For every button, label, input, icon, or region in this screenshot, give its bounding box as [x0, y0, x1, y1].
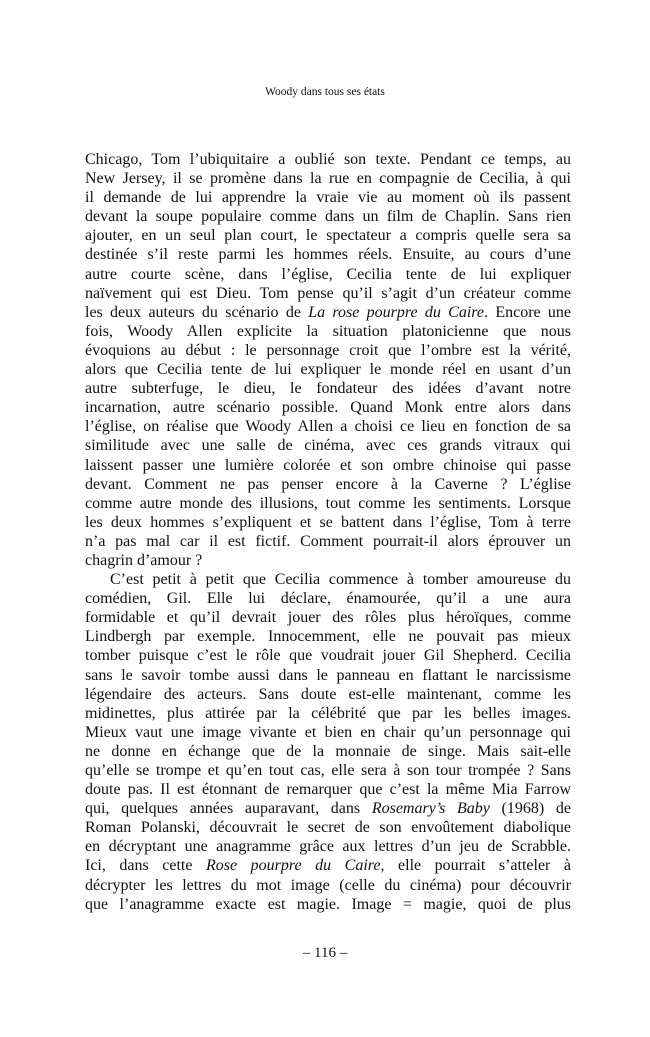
text-line	[85, 608, 571, 627]
text-line	[85, 188, 571, 207]
text-line	[85, 685, 571, 704]
text-segment: naïvement qui est Dieu. Tom pense qu’il s’agit d’un créateur comme	[85, 284, 571, 302]
text-segment: Lindbergh par exemple. Innocemment, elle ne pouvait pas mieux	[85, 628, 571, 646]
text-line	[85, 341, 571, 360]
text-line	[85, 513, 571, 532]
text-segment: laissent passer une lumière colorée et son ombre chinoise qui passe	[85, 456, 571, 474]
text-line	[85, 398, 571, 417]
text-line	[85, 895, 571, 914]
text-segment: que l’anagramme exacte est magie. Image = magie, quoi de plus	[85, 895, 571, 913]
italic-title: Rosemary’s Baby	[371, 800, 490, 818]
text-segment: qui, quelques années auparavant, dans	[85, 800, 372, 818]
text-segment: décrypter les lettres du mot image (celle du cinéma) pour découvrir	[85, 876, 571, 894]
text-line	[85, 627, 571, 646]
text-segment: ne donne en échange que de la monnaie de singe. Mais sait-elle	[85, 742, 571, 760]
text-line	[85, 818, 571, 837]
text-segment: tomber puisque c’est le rôle que voudrait jouer Gil Shepherd. Cecilia	[85, 647, 571, 665]
text-line	[85, 475, 571, 494]
text-segment: Chicago, Tom l’ubiquitaire a oublié son texte. Pendant ce temps, au	[85, 151, 571, 168]
text-line	[85, 799, 571, 818]
text-segment: en décryptant une anagramme grâce aux lettres d’un jeu de Scrabble.	[85, 838, 571, 856]
text-line	[85, 379, 571, 398]
text-segment: chagrin d’amour ?	[85, 551, 203, 569]
text-segment: autre courte scène, dans l’église, Cecilia tente de lui expliquer	[85, 265, 571, 283]
text-segment: . Encore une	[484, 303, 572, 321]
text-segment: il demande de lui apprendre la vraie vie au moment où ils passent	[85, 189, 571, 207]
text-segment: qu’elle se trompe et qu’en tout cas, elle sera à son tour trompée ? Sans	[85, 762, 571, 779]
text-segment: n’a pas mal car il est fictif. Comment pourrait-il alors éprouver un	[85, 532, 571, 550]
text-segment: Mieux vaut une image vivante et bien en chair qu’un personnage qui	[85, 723, 571, 741]
text-line	[85, 226, 571, 245]
text-line	[85, 837, 571, 856]
text-line	[85, 876, 571, 895]
text-segment: légendaire des acteurs. Sans doute est-elle maintenant, comme les	[85, 685, 571, 703]
text-segment: devant. Comment ne pas penser encore à la Caverne ? L’église	[85, 475, 571, 493]
text-line	[85, 666, 571, 685]
text-segment: sans le savoir tombe aussi dans le panneau en flattant le narcissisme	[85, 666, 571, 684]
italic-title: Rose pourpre du Caire	[206, 857, 381, 875]
text-line	[85, 417, 571, 436]
text-segment: les deux auteurs du scénario de	[85, 303, 309, 321]
text-segment: comédien, Gil. Elle lui déclare, énamourée, qu’il a une aura	[85, 590, 571, 608]
text-segment: destinée s’il reste parmi les hommes réels. Ensuite, au cours d’une	[85, 246, 571, 264]
text-segment: comme autre monde des illusions, tout comme les sentiments. Lorsque	[85, 494, 571, 512]
text-line	[85, 742, 571, 761]
text-line	[85, 589, 571, 608]
text-segment: ajouter, en un seul plan court, le spectateur a compris quelle sera sa	[85, 227, 571, 245]
text-line	[85, 207, 571, 226]
text-line	[85, 436, 571, 455]
text-segment: midinettes, plus attirée par la célébrité que par les belles images.	[85, 704, 571, 722]
text-line	[85, 723, 571, 742]
text-segment: autre subterfuge, le dieu, le fondateur des idées d’avant notre	[85, 380, 571, 398]
text-line	[85, 780, 571, 799]
page-number: – 116 –	[302, 945, 348, 961]
text-line	[85, 322, 571, 341]
text-line	[85, 704, 571, 723]
text-line	[85, 551, 571, 570]
text-line	[85, 245, 571, 264]
text-line	[85, 284, 571, 303]
text-segment: (1968) de	[489, 800, 571, 818]
text-segment: les deux hommes s’expliquent et se battent dans l’église, Tom à terre	[85, 513, 571, 531]
text-line	[85, 761, 571, 780]
text-segment: incarnation, autre scénario possible. Quand Monk entre alors dans	[85, 399, 571, 417]
text-segment: Roman Polanski, découvrait le secret de son envoûtement diabolique	[85, 819, 571, 837]
text-segment: évoquions au début : le personnage croit que l’ombre est la vérité,	[85, 341, 571, 359]
text-segment: devant la soupe populaire comme dans un film de Chaplin. Sans rien	[85, 208, 571, 226]
text-segment: C’est petit à petit que Cecilia commence à tomber amoureuse du	[110, 571, 571, 589]
text-segment: l’église, on réalise que Woody Allen a choisi ce lieu en fonction de sa	[85, 418, 571, 436]
text-segment: Ici, dans cette	[85, 857, 206, 875]
text-line	[85, 265, 571, 284]
text-line	[85, 169, 571, 188]
text-segment: doute pas. Il est étonnant de remarquer que c’est la même Mia Farrow	[85, 781, 571, 799]
body-text	[85, 150, 571, 914]
text-line	[85, 360, 571, 379]
text-line	[85, 532, 571, 551]
text-line	[85, 456, 571, 475]
text-segment: similitude avec une salle de cinéma, avec ces grands vitraux qui	[85, 437, 571, 455]
text-segment: New Jersey, il se promène dans la rue en compagnie de Cecilia, à qui	[85, 170, 571, 188]
text-line	[85, 856, 571, 875]
text-line	[85, 303, 571, 322]
text-segment: fois, Woody Allen explicite la situation platonicienne que nous	[85, 322, 571, 340]
text-segment: , elle pourrait s’atteler à	[380, 857, 572, 875]
italic-title: La rose pourpre du Caire	[308, 303, 485, 321]
text-segment: alors que Cecilia tente de lui expliquer le monde réel en usant d’un	[85, 361, 571, 379]
text-line	[85, 150, 571, 169]
running-header: Woody dans tous ses états	[265, 86, 385, 98]
text-line	[85, 646, 571, 665]
text-segment: formidable et qu’il devrait jouer des rôles plus héroïques, comme	[85, 609, 571, 627]
text-line	[85, 494, 571, 513]
text-line	[85, 570, 571, 589]
